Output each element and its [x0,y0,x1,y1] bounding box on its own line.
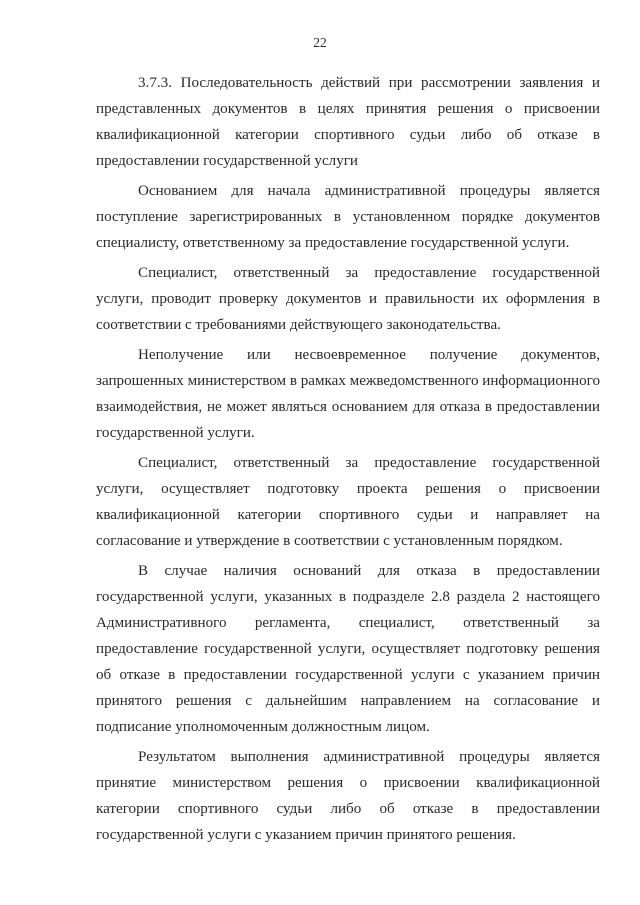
paragraph-draft-decision: Специалист, ответственный за предоставление государственной услуги, осуществляет подготовку проекта решения о присвоении квалификационной категории спортивного судьи и направляет на согласование и утверждение в соответствии с установленным порядком. [96,455,600,549]
paragraph-non-receipt: Неполучение или несвоевременное получение документов, запрошенных министерством в рамках межведомственного информационного взаимодействия, не может являться основанием для отказа в предоставлении государственной услуги. [96,347,600,441]
paragraph-document-check: Специалист, ответственный за предоставление государственной услуги, проводит проверку документов и правильности их оформления в соответствии с требованиями действующего законодательства. [96,265,600,333]
paragraph-result: Результатом выполнения административной процедуры является принятие министерством решения о присвоении квалификационной категории спортивного судьи либо об отказе в предоставлении государственной услуги с указанием причин принятого решения. [96,749,600,843]
page-number: 22 [313,35,327,50]
document-body [96,70,600,848]
paragraph-basis: Основанием для начала административной процедуры является поступление зарегистрированных в установленном порядке документов специалисту, ответственному за предоставление государственной услуги. [96,183,600,251]
section-heading-3-7-3: 3.7.3. Последовательность действий при рассмотрении заявления и представленных документов в целях принятия решения о присвоении квалификационной категории спортивного судьи либо об отказе в предоставлении государственной услуги [96,75,600,169]
paragraph-refusal-case: В случае наличия оснований для отказа в предоставлении государственной услуги, указанных в подразделе 2.8 раздела 2 настоящего Административного регламента, специалист, ответственный за предоставление государственной услуги, осуществляет подготовку решения об отказе в предоставлении государственной услуги с указанием причин принятого решения с дальнейшим направлением на согласование и подписание уполномоченным должностным лицом. [96,563,600,735]
